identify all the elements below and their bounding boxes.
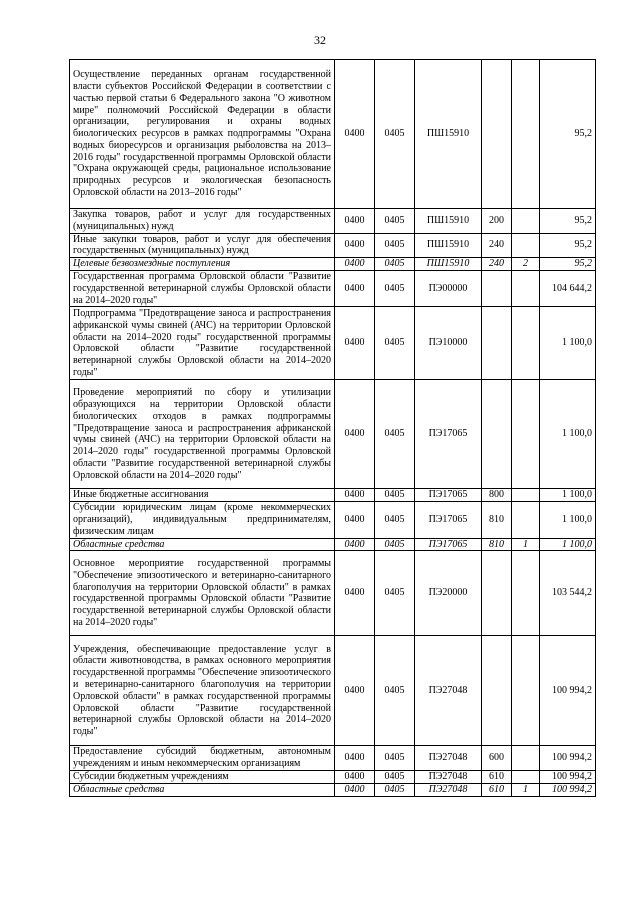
row-prz: 0405 [375,258,415,271]
row-prz: 0405 [375,60,415,209]
row-name: Целевые безвозмездные поступления [70,258,335,271]
row-src [512,60,540,209]
row-vr: 610 [482,770,512,783]
row-prz: 0405 [375,783,415,796]
row-vr: 610 [482,783,512,796]
row-src [512,636,540,746]
row-rz: 0400 [335,551,375,636]
row-csr: ПЭ20000 [415,551,482,636]
row-csr: ПШ15910 [415,209,482,234]
row-csr: ПЭ27048 [415,783,482,796]
row-src: 1 [512,783,540,796]
table-row [70,258,596,271]
row-name: Субсидии юридическим лицам (кроме некоммерческих организаций), индивидуальным предпринимателям, физическим лицам [70,502,335,538]
table-row [70,380,596,489]
row-name: Государственная программа Орловской области "Развитие государственной ветеринарной службы Орловской области на 2014–2020 годы" [70,270,335,306]
row-name: Предоставление субсидий бюджетным, автономным учреждениям и иным некоммерческим организациям [70,746,335,771]
row-prz: 0405 [375,551,415,636]
table-row [70,270,596,306]
row-src [512,489,540,502]
row-rz: 0400 [335,270,375,306]
row-src: 1 [512,538,540,551]
row-prz: 0405 [375,270,415,306]
row-prz: 0405 [375,233,415,258]
row-csr: ПЭ17065 [415,380,482,489]
row-csr: ПЭ27048 [415,746,482,771]
row-sum: 100 994,2 [540,636,596,746]
row-vr [482,307,512,380]
row-prz: 0405 [375,489,415,502]
row-vr [482,551,512,636]
row-src [512,270,540,306]
row-src [512,233,540,258]
row-rz: 0400 [335,307,375,380]
table-row [70,636,596,746]
row-prz: 0405 [375,636,415,746]
row-csr: ПЭ00000 [415,270,482,306]
row-sum: 103 544,2 [540,551,596,636]
row-src [512,551,540,636]
row-name: Основное мероприятие государственной программы "Обеспечение эпизоотического и ветеринарно-санитарного благополучия на территории Орловской области" в рамках государственной программы Орловской области "Развитие государственной ветеринарной службы Орловской области на 2014–2020 годы" [70,551,335,636]
row-src [512,746,540,771]
row-name: Иные бюджетные ассигнования [70,489,335,502]
table-row [70,538,596,551]
row-prz: 0405 [375,538,415,551]
row-name: Областные средства [70,538,335,551]
row-sum: 1 100,0 [540,502,596,538]
row-vr [482,380,512,489]
row-sum: 95,2 [540,60,596,209]
row-prz: 0405 [375,307,415,380]
row-sum: 95,2 [540,233,596,258]
row-name: Субсидии бюджетным учреждениям [70,770,335,783]
table-row [70,746,596,771]
table-row [70,307,596,380]
row-rz: 0400 [335,746,375,771]
table-row [70,60,596,209]
row-src [512,502,540,538]
row-sum: 100 994,2 [540,783,596,796]
row-vr: 810 [482,538,512,551]
row-vr [482,270,512,306]
row-prz: 0405 [375,746,415,771]
row-sum: 1 100,0 [540,489,596,502]
row-sum: 95,2 [540,258,596,271]
row-src [512,380,540,489]
table-row [70,209,596,234]
row-vr: 240 [482,233,512,258]
row-prz: 0405 [375,380,415,489]
row-name: Осуществление переданных органам государственной власти субъектов Российской Федерации в соответствии с частью первой статьи 6 Федерального закона "О животном мире" полномочий Российской Федерации в области организации, регулирования и охраны водных биологических ресурсов в рамках подпрограммы "Охрана водных биоресурсов и организация рыболовства на 2013–2016 годы" государственной программы Орловской области "Охрана окружающей среды, рациональное использование природных ресурсов и экологическая безопасность Орловской области на 2013–2016 годы" [70,60,335,209]
budget-table [69,59,596,797]
row-name: Иные закупки товаров, работ и услуг для обеспечения государственных (муниципальных) нужд [70,233,335,258]
row-src [512,209,540,234]
table-row [70,502,596,538]
row-sum: 1 100,0 [540,538,596,551]
row-rz: 0400 [335,783,375,796]
row-csr: ПЭ17065 [415,538,482,551]
table-row [70,489,596,502]
row-sum: 104 644,2 [540,270,596,306]
row-rz: 0400 [335,380,375,489]
row-src: 2 [512,258,540,271]
row-src [512,770,540,783]
row-csr: ПЭ17065 [415,489,482,502]
row-csr: ПШ15910 [415,258,482,271]
row-csr: ПЭ10000 [415,307,482,380]
row-rz: 0400 [335,636,375,746]
row-rz: 0400 [335,209,375,234]
table-row [70,783,596,796]
row-rz: 0400 [335,502,375,538]
row-vr [482,636,512,746]
row-sum: 1 100,0 [540,380,596,489]
row-sum: 100 994,2 [540,770,596,783]
row-name: Областные средства [70,783,335,796]
table-row [70,770,596,783]
table-row [70,233,596,258]
page-number: 32 [314,33,326,47]
row-rz: 0400 [335,60,375,209]
row-csr: ПШ15910 [415,233,482,258]
row-rz: 0400 [335,233,375,258]
row-prz: 0405 [375,502,415,538]
table-row [70,551,596,636]
row-rz: 0400 [335,489,375,502]
row-vr: 200 [482,209,512,234]
row-rz: 0400 [335,770,375,783]
row-src [512,307,540,380]
row-prz: 0405 [375,770,415,783]
row-name: Учреждения, обеспечивающие предоставление услуг в области животноводства, в рамках основного мероприятия государственной программы "Обеспечение эпизоотического и ветеринарно-санитарного благополучия на территории Орловской области" в рамках государственной программы Орловской области "Развитие государственной ветеринарной службы Орловской области на 2014–2020 годы" [70,636,335,746]
row-prz: 0405 [375,209,415,234]
row-rz: 0400 [335,538,375,551]
row-sum: 95,2 [540,209,596,234]
row-sum: 100 994,2 [540,746,596,771]
row-vr: 600 [482,746,512,771]
row-csr: ПЭ27048 [415,636,482,746]
row-vr [482,60,512,209]
row-csr: ПШ15910 [415,60,482,209]
row-sum: 1 100,0 [540,307,596,380]
row-rz: 0400 [335,258,375,271]
row-vr: 240 [482,258,512,271]
row-csr: ПЭ17065 [415,502,482,538]
row-name: Закупка товаров, работ и услуг для государственных (муниципальных) нужд [70,209,335,234]
row-vr: 800 [482,489,512,502]
row-name: Проведение мероприятий по сбору и утилизации образующихся на территории Орловской области биологических отходов в рамках подпрограммы "Предотвращение заноса и распространения африканской чумы свиней (АЧС) на территории Орловской области на 2014–2020 годы" государственной программы Орловской области "Развитие государственной ветеринарной службы Орловской области на 2014–2020 годы" [70,380,335,489]
row-csr: ПЭ27048 [415,770,482,783]
row-name: Подпрограмма "Предотвращение заноса и распространения африканской чумы свиней (АЧС) на территории Орловской области на 2014–2020 годы" государственной программы Орловской области "Развитие государственной ветеринарной службы Орловской области на 2014–2020 годы" [70,307,335,380]
row-vr: 810 [482,502,512,538]
